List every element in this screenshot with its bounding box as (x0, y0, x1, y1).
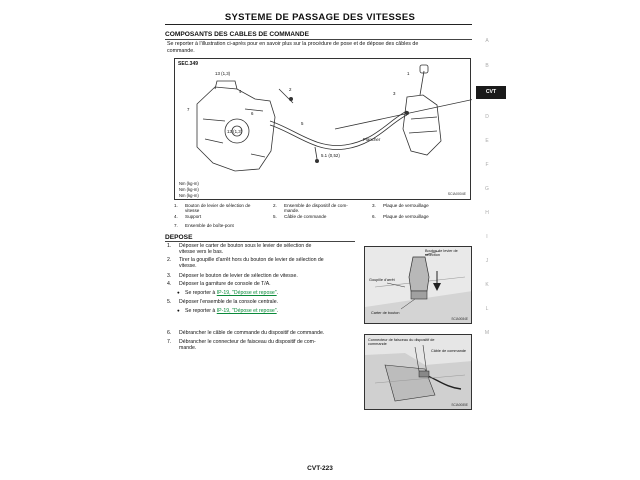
section-rule (165, 241, 355, 242)
legend-text: vitesse (185, 208, 200, 214)
photo-label-knob: Bouton de levier de sélection (425, 249, 458, 257)
torque-unit-1: Nm (kg-m) (179, 181, 199, 186)
side-index-letter[interactable]: M (484, 330, 490, 336)
callout-3: 3 (393, 91, 396, 96)
step-text: mande. (179, 345, 197, 352)
section-heading-components: COMPOSANTS DES CABLES DE COMMANDE (165, 31, 309, 38)
side-index-letter[interactable]: E (485, 138, 489, 144)
step-number: 2. (167, 257, 172, 263)
callout-1: 1 (407, 71, 410, 76)
side-index-letter[interactable]: B (485, 63, 489, 69)
step-number: 5. (167, 299, 172, 305)
side-tab-cvt[interactable]: CVT (476, 86, 506, 99)
control-cable-figure (174, 58, 471, 200)
photo-label-cable: Câble de commande (431, 349, 467, 353)
legend-number: 4. (174, 214, 178, 219)
legend-text: Support (185, 214, 202, 219)
connector-photo (364, 334, 472, 410)
shift-lever-body (403, 95, 441, 155)
legend-number: 1. (174, 203, 178, 208)
step-text: Débrancher le connecteur de faisceau du dispositif de com- (179, 339, 316, 345)
side-index-letter[interactable]: G (485, 186, 489, 192)
step-text: vitesse vers le bas. (179, 249, 224, 256)
step-text: Tirer la goupille d'arrêt hors du bouton de levier de sélection de (179, 257, 324, 263)
reference-suffix: . (276, 290, 279, 296)
legend-text: Câble de commande (284, 214, 327, 219)
reference-prefix: Se reporter à (185, 308, 216, 314)
reference-link[interactable]: IP-19, "Dépose et repose" (216, 308, 277, 314)
photo-code: SCIA0085E (451, 403, 468, 407)
legend-number: 3. (372, 203, 376, 208)
side-index-letter[interactable]: L (485, 306, 489, 312)
reference-prefix: Se reporter à (185, 290, 216, 296)
torque-unit-3: Nm (kg-m) (179, 193, 199, 198)
shift-lever-stick (420, 71, 424, 95)
step-number: 7. (167, 339, 172, 345)
legend-text: Ensemble de boîte-pont (185, 223, 234, 228)
step-text: Déposer la garniture de console de T/A. (179, 281, 271, 287)
connector-illustration (365, 335, 472, 410)
step-text: Déposer le bouton de levier de sélection de vitesse. (179, 273, 298, 279)
legend-number: 7. (174, 223, 178, 228)
intro-paragraph (167, 41, 470, 54)
step-number: 1. (167, 243, 172, 249)
callout-6: 6 (251, 111, 254, 116)
section-rule (165, 39, 472, 40)
side-index-letter[interactable]: A (485, 38, 489, 44)
side-index-letter[interactable]: F (485, 162, 489, 168)
intro-line: commande. (167, 47, 195, 54)
callout-7: 7 (187, 107, 190, 112)
torque-label-upper: 13 (1,3) (215, 71, 231, 76)
photo-label-connector: Connecteur de faisceau du dispositif de commande (368, 338, 435, 346)
side-index-letter[interactable]: H (485, 210, 489, 216)
figure-code: SCIA0004E (447, 192, 466, 196)
legend-text: Plaque de verrouillage (383, 203, 429, 208)
legend-text: Bouton de levier de sélection de (185, 203, 251, 208)
step-text: Déposer le carter de bouton sous le levier de sélection de (179, 243, 312, 249)
legend-text: Ensemble de dispositif de com- (284, 203, 348, 208)
legend-number: 5. (273, 214, 277, 219)
control-cable-drawing (175, 59, 472, 201)
step-number: 3. (167, 273, 172, 279)
legend-number: 2. (273, 203, 277, 208)
photo-label-pin: Goupille d'arrêt (369, 278, 395, 282)
page-title: SYSTEME DE PASSAGE DES VITESSES (224, 12, 416, 23)
photo-code: SCIA0084E (451, 317, 468, 321)
floor-label: Plancher (363, 137, 381, 142)
figure-section-label: SEC.349 (178, 61, 199, 67)
step-text: vitesse. (179, 263, 197, 270)
callout-4: 4 (239, 89, 242, 94)
torque-label-middle: 13 (1,3) (227, 129, 243, 134)
step-text: Déposer l'ensemble de la console centrale. (179, 299, 279, 305)
reference-suffix: . (276, 308, 279, 314)
page-number: CVT-223 (307, 465, 333, 472)
shift-knob-shape (409, 257, 429, 291)
intro-line: Se reporter à l'illustration ci-après pour en savoir plus sur la procédure de pose et de dépose des câbles de (167, 41, 419, 47)
torque-unit-2: Nm (kg-m) (179, 187, 199, 192)
callout-5: 5 (301, 121, 304, 126)
torque-label-lower: 5.1 (0,52) (321, 153, 340, 158)
shift-knob-photo (364, 246, 472, 324)
step-number: 6. (167, 330, 172, 336)
legend-number: 6. (372, 214, 376, 219)
photo-label-cover: Carter de bouton (371, 311, 400, 315)
title-rule (165, 24, 472, 25)
side-index-letter[interactable]: J (485, 258, 489, 264)
legend-text: Plaque de verrouillage (383, 214, 429, 219)
side-index-letter[interactable]: K (485, 282, 489, 288)
side-index-letter[interactable]: I (486, 234, 488, 240)
reference-link[interactable]: IP-19, "Dépose et repose" (216, 290, 277, 296)
legend-text: mande. (284, 208, 300, 214)
side-index-letter[interactable]: D (485, 114, 489, 120)
callout-2: 2 (289, 87, 292, 92)
section-heading-removal: DEPOSE (165, 234, 193, 241)
step-text: Débrancher le câble de commande du dispositif de commande. (179, 330, 325, 336)
step-number: 4. (167, 281, 172, 287)
